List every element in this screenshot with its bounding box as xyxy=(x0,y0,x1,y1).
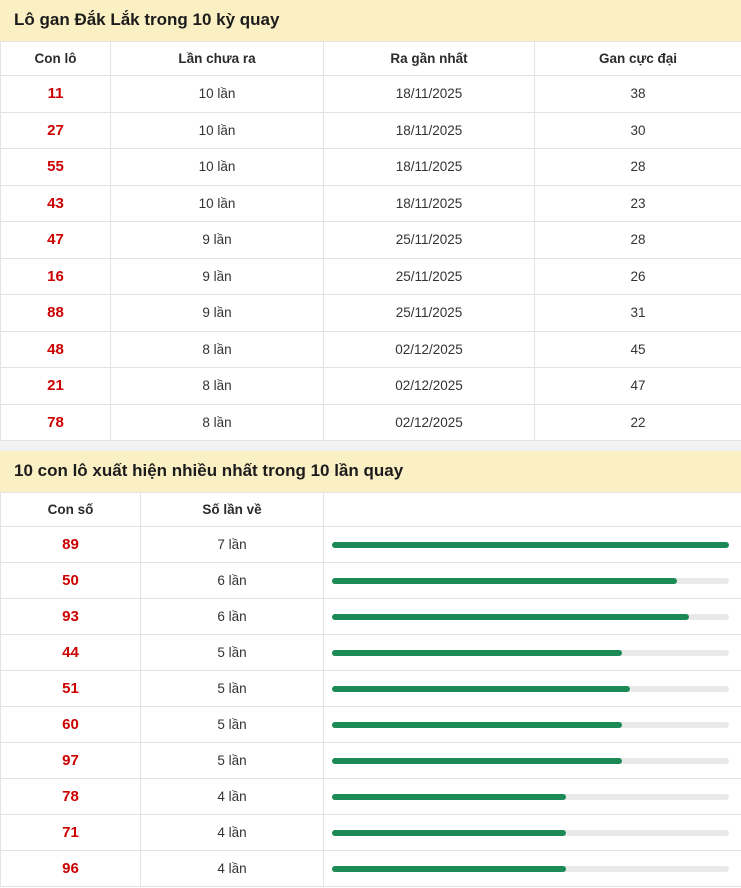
cell-con-lo xyxy=(1,76,111,113)
so-number: 71 xyxy=(62,824,79,841)
so-number: 96 xyxy=(62,860,79,877)
xuat-hien-nhieu-table xyxy=(0,492,741,887)
table-row xyxy=(1,743,741,779)
bar-track xyxy=(332,866,729,872)
table-row xyxy=(1,599,741,635)
cell-gan-cuc-dai: 23 xyxy=(535,185,741,222)
so-number: 93 xyxy=(62,608,79,625)
cell-lan-chua-ra: 10 lần xyxy=(111,76,324,113)
cell-gan-cuc-dai: 38 xyxy=(535,76,741,113)
lo-number: 47 xyxy=(47,231,64,249)
bar-fill xyxy=(332,686,630,692)
lo-number: 21 xyxy=(47,377,64,395)
table-row xyxy=(1,779,741,815)
cell-gan-cuc-dai: 26 xyxy=(535,258,741,295)
column-header-ra-gan-nhat: Ra gần nhất xyxy=(324,42,535,76)
cell-lan-chua-ra: 10 lần xyxy=(111,112,324,149)
cell-lan-chua-ra: 9 lần xyxy=(111,258,324,295)
column-header-con-lo: Con lô xyxy=(1,42,111,76)
table-row xyxy=(1,851,741,887)
cell-ra-gan-nhat: 18/11/2025 xyxy=(324,112,535,149)
column-header-gan-cuc-dai: Gan cực đại xyxy=(535,42,741,76)
bar-track xyxy=(332,722,729,728)
cell-frequency-bar xyxy=(324,671,741,707)
table-row xyxy=(1,635,741,671)
cell-ra-gan-nhat: 18/11/2025 xyxy=(324,149,535,186)
cell-con-lo xyxy=(1,112,111,149)
table-header-row xyxy=(1,493,741,527)
cell-gan-cuc-dai: 28 xyxy=(535,222,741,259)
so-number: 89 xyxy=(62,536,79,553)
cell-con-so xyxy=(1,527,141,563)
table-row xyxy=(1,671,741,707)
cell-so-lan-ve: 4 lần xyxy=(141,779,324,815)
lo-number: 78 xyxy=(47,413,64,431)
cell-so-lan-ve: 5 lần xyxy=(141,635,324,671)
cell-frequency-bar xyxy=(324,743,741,779)
cell-con-lo xyxy=(1,149,111,186)
cell-con-lo xyxy=(1,331,111,368)
cell-ra-gan-nhat: 25/11/2025 xyxy=(324,222,535,259)
cell-frequency-bar xyxy=(324,563,741,599)
bar-track xyxy=(332,686,729,692)
cell-ra-gan-nhat: 02/12/2025 xyxy=(324,404,535,441)
so-number: 50 xyxy=(62,572,79,589)
cell-so-lan-ve: 5 lần xyxy=(141,743,324,779)
cell-lan-chua-ra: 9 lần xyxy=(111,222,324,259)
lo-number: 27 xyxy=(47,121,64,139)
table-row xyxy=(1,707,741,743)
bar-track xyxy=(332,650,729,656)
cell-so-lan-ve: 5 lần xyxy=(141,671,324,707)
cell-gan-cuc-dai: 45 xyxy=(535,331,741,368)
so-number: 44 xyxy=(62,644,79,661)
cell-gan-cuc-dai: 31 xyxy=(535,295,741,332)
cell-gan-cuc-dai: 30 xyxy=(535,112,741,149)
cell-con-lo xyxy=(1,368,111,405)
bar-fill xyxy=(332,722,622,728)
bar-fill xyxy=(332,794,566,800)
so-number: 60 xyxy=(62,716,79,733)
table-row xyxy=(1,368,741,405)
cell-so-lan-ve: 6 lần xyxy=(141,599,324,635)
table-row xyxy=(1,185,741,222)
cell-frequency-bar xyxy=(324,815,741,851)
table-row xyxy=(1,295,741,332)
cell-ra-gan-nhat: 18/11/2025 xyxy=(324,185,535,222)
cell-con-so xyxy=(1,815,141,851)
cell-lan-chua-ra: 8 lần xyxy=(111,331,324,368)
lo-number: 43 xyxy=(47,194,64,212)
lo-number: 55 xyxy=(47,158,64,176)
cell-con-lo xyxy=(1,404,111,441)
bar-fill xyxy=(332,650,622,656)
cell-so-lan-ve: 4 lần xyxy=(141,851,324,887)
cell-lan-chua-ra: 10 lần xyxy=(111,149,324,186)
so-number: 97 xyxy=(62,752,79,769)
lo-number: 88 xyxy=(47,304,64,322)
column-header-lan-chua-ra: Lần chưa ra xyxy=(111,42,324,76)
cell-lan-chua-ra: 9 lần xyxy=(111,295,324,332)
table-row xyxy=(1,112,741,149)
cell-so-lan-ve: 7 lần xyxy=(141,527,324,563)
table-row xyxy=(1,258,741,295)
lo-number: 48 xyxy=(47,340,64,358)
section-lo-gan-title: Lô gan Đắk Lắk trong 10 kỳ quay xyxy=(0,0,741,41)
table-row xyxy=(1,563,741,599)
table-row xyxy=(1,404,741,441)
table-row xyxy=(1,331,741,368)
cell-gan-cuc-dai: 22 xyxy=(535,404,741,441)
cell-ra-gan-nhat: 25/11/2025 xyxy=(324,258,535,295)
cell-frequency-bar xyxy=(324,635,741,671)
cell-so-lan-ve: 5 lần xyxy=(141,707,324,743)
so-number: 78 xyxy=(62,788,79,805)
bar-fill xyxy=(332,830,566,836)
cell-con-lo xyxy=(1,258,111,295)
bar-track xyxy=(332,614,729,620)
cell-con-so xyxy=(1,851,141,887)
cell-con-so xyxy=(1,707,141,743)
cell-frequency-bar xyxy=(324,851,741,887)
bar-fill xyxy=(332,542,729,548)
lo-gan-table xyxy=(0,41,741,441)
column-header-bar xyxy=(324,493,741,527)
table-row xyxy=(1,527,741,563)
table-row xyxy=(1,149,741,186)
cell-lan-chua-ra: 8 lần xyxy=(111,404,324,441)
section-xuat-hien-nhieu-title: 10 con lô xuất hiện nhiều nhất trong 10 lần quay xyxy=(0,451,741,492)
cell-con-so xyxy=(1,743,141,779)
lo-number: 16 xyxy=(47,267,64,285)
cell-con-so xyxy=(1,779,141,815)
cell-gan-cuc-dai: 28 xyxy=(535,149,741,186)
cell-so-lan-ve: 4 lần xyxy=(141,815,324,851)
column-header-so-lan-ve: Số lần về xyxy=(141,493,324,527)
cell-frequency-bar xyxy=(324,779,741,815)
table-row xyxy=(1,76,741,113)
cell-frequency-bar xyxy=(324,599,741,635)
bar-track xyxy=(332,542,729,548)
cell-so-lan-ve: 6 lần xyxy=(141,563,324,599)
so-number: 51 xyxy=(62,680,79,697)
cell-con-lo xyxy=(1,185,111,222)
table-header-row xyxy=(1,42,741,76)
section-divider xyxy=(0,441,741,451)
bar-fill xyxy=(332,758,622,764)
table-row xyxy=(1,815,741,851)
cell-ra-gan-nhat: 25/11/2025 xyxy=(324,295,535,332)
bar-track xyxy=(332,830,729,836)
cell-ra-gan-nhat: 02/12/2025 xyxy=(324,331,535,368)
bar-fill xyxy=(332,866,566,872)
cell-ra-gan-nhat: 02/12/2025 xyxy=(324,368,535,405)
bar-track xyxy=(332,758,729,764)
cell-con-so xyxy=(1,599,141,635)
cell-lan-chua-ra: 8 lần xyxy=(111,368,324,405)
bar-track xyxy=(332,794,729,800)
table-row xyxy=(1,222,741,259)
cell-frequency-bar xyxy=(324,527,741,563)
bar-fill xyxy=(332,578,677,584)
bar-fill xyxy=(332,614,689,620)
cell-gan-cuc-dai: 47 xyxy=(535,368,741,405)
cell-con-so xyxy=(1,635,141,671)
cell-ra-gan-nhat: 18/11/2025 xyxy=(324,76,535,113)
cell-frequency-bar xyxy=(324,707,741,743)
lo-number: 11 xyxy=(47,85,64,103)
bar-track xyxy=(332,578,729,584)
cell-lan-chua-ra: 10 lần xyxy=(111,185,324,222)
cell-con-lo xyxy=(1,295,111,332)
cell-con-so xyxy=(1,671,141,707)
cell-con-lo xyxy=(1,222,111,259)
cell-con-so xyxy=(1,563,141,599)
column-header-con-so: Con số xyxy=(1,493,141,527)
